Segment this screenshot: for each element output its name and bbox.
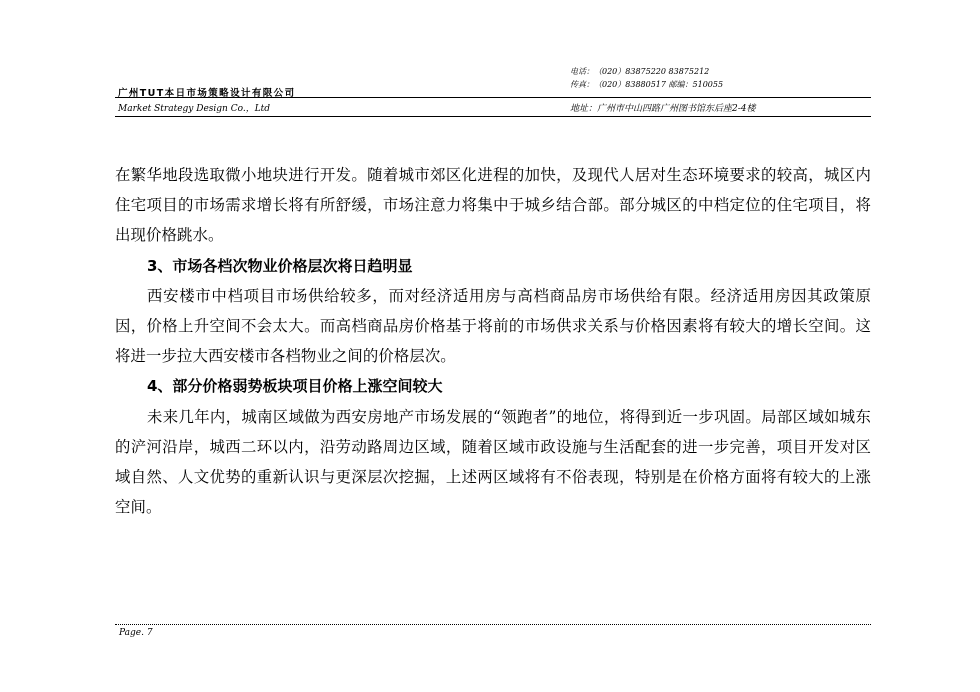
fax-text: 传真：（020）83880517 邮编：510055 [570,80,724,89]
header-rule-bottom [115,116,871,117]
page-footer [115,624,871,638]
company-name-cn: 广州TUT本日市场策略设计有限公司 [118,88,296,99]
address-text: 地址：广州市中山四路广州图书馆东后座2-4楼 [570,104,756,114]
paragraph-2: 西安楼市中档项目市场供给较多，而对经济适用房与高档商品房市场供给有限。经济适用房因其政策原因，价格上升空间不会太大。而高档商品房价格基于将前的市场供求关系与价格因素将有较大的增长空间。这将进一步拉大西安楼市各档物业之间的价格层次。 [115,286,871,366]
phone-text: 电话：（020）83875220 83875212 [570,67,710,76]
document-body [115,160,871,522]
page-header [115,62,871,118]
company-name-en: Market Strategy Design Co.，Ltd [118,104,271,114]
header-rule-top [115,97,871,98]
paragraph-3: 未来几年内，城南区域做为西安房地产市场发展的“领跑者”的地位，将得到近一步巩固。局部区域如城东的浐河沿岸，城西二环以内，沿劳动路周边区域，随着区域市政设施与生活配套的进一步完善，项目开发对区域自然、人文优势的重新认识与更深层次挖掘，上述两区域将有不俗表现，特别是在价格方面将有较大的上涨空间。 [115,407,871,517]
paragraph-1: 在繁华地段选取微小地块进行开发。随着城市郊区化进程的加快，及现代人居对生态环境要求的较高，城区内住宅项目的市场需求增长将有所舒缓，市场注意力将集中于城乡结合部。部分城区的中档定位的住宅项目，将出现价格跳水。 [115,166,871,245]
section-heading-3: 3、市场各档次物业价格层次将日趋明显 [147,256,413,275]
footer-rule [115,624,871,625]
page-number: Page. 7 [119,628,153,638]
section-heading-4: 4、部分价格弱势板块项目价格上涨空间较大 [147,377,443,396]
